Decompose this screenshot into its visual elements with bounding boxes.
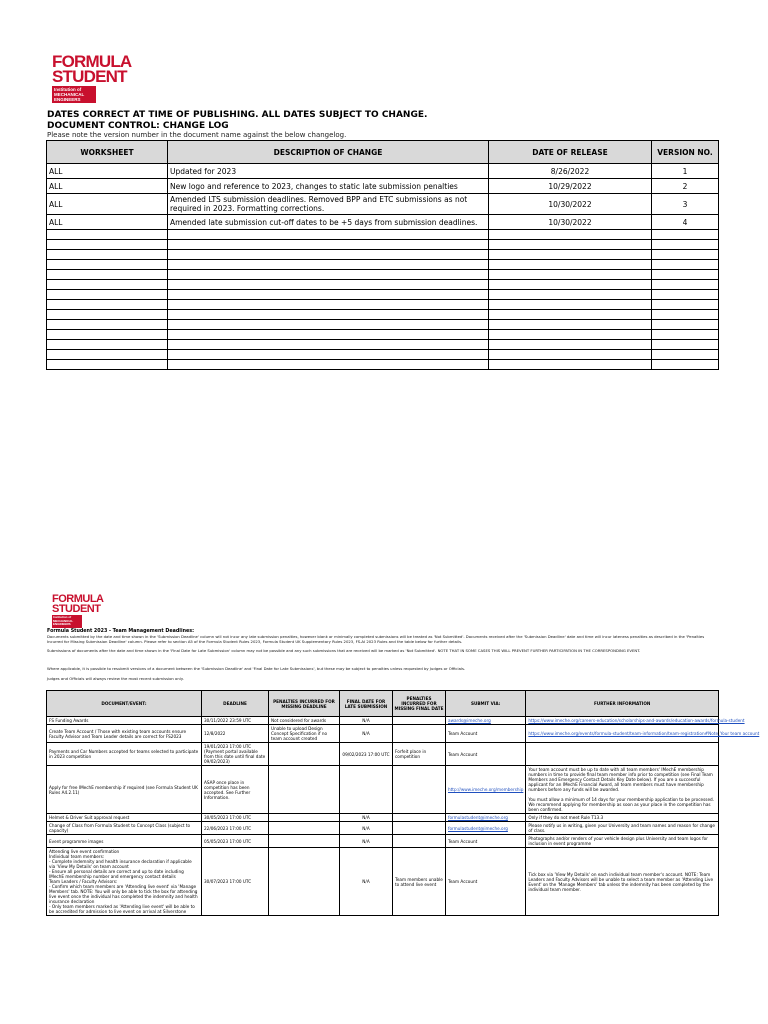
changelog-empty-row xyxy=(47,350,719,360)
date-cell: 10/29/2022 xyxy=(489,179,652,194)
changelog-empty-row xyxy=(47,300,719,310)
empty-cell xyxy=(489,290,652,300)
link[interactable]: https://www.imeche.org/careers-education/scholarships-and-awards/education-awards/formula-student xyxy=(528,718,745,723)
empty-cell xyxy=(652,300,719,310)
deadline-cell: 19/01/2023 17:00 UTC (Payment portal available from this date until final date 09/02/2023) xyxy=(202,743,269,766)
final-date-cell: N/A xyxy=(340,725,393,743)
empty-cell xyxy=(47,260,168,270)
worksheet-cell: ALL xyxy=(47,179,168,194)
changelog-empty-row xyxy=(47,330,719,340)
empty-cell xyxy=(489,230,652,240)
document-cell: Change of Class from Formula Student to Concept Class (subject to capacity) xyxy=(47,822,202,835)
empty-cell xyxy=(47,330,168,340)
empty-cell xyxy=(489,320,652,330)
document-cell: Attending live event confirmation Individual team members: - Complete indemnity and health insurance declaration if applicable via 'View My Details' on team account - Ensure all personal details are correct and up to date including IMechE membership number and emergency contact details Team Leaders / Faculty Advisors: - Confirm which team members are 'Attending live event' via 'Manage Members' tab. NOTE: You will only be able to tick the box for attending live event once the individual has completed the indemnity and health insurance declaration - Only team members marked as 'Attending live event' will be able to be accredited for admission to live event on arrival at Silverstone xyxy=(47,848,202,916)
description-cell: Amended late submission cut-off dates to be +5 days from submission deadlines. xyxy=(168,215,489,230)
version-cell: 3 xyxy=(652,194,719,215)
submit-via-cell[interactable] xyxy=(446,766,526,814)
document-cell: Payments and Car Numbers accepted for teams selected to participate in 2023 competition xyxy=(47,743,202,766)
final-penalty-cell xyxy=(393,835,446,848)
submit-via-cell[interactable] xyxy=(446,717,526,725)
empty-cell xyxy=(168,250,489,260)
deadline-row xyxy=(47,814,719,822)
paragraph-submission: Documents submitted by the date and time shown in the 'Submission Deadline' column will not incur any late submission penalties, however blank or minimally completed submissions will be treated as 'Not Submitted'. Documents received after the 'Submission Deadline' date and time will incur lateness penalties as described in the 'Penalties Incurred for Missing Submission Deadline' column. Please refer to section A5 of the Formula Student Rules 2023, Formula Student UK Supplementary Rules 2023, FS-AI 2023 Rules and the table below for further details. xyxy=(47,634,705,644)
further-info-cell: Tick box via 'View My Details' on each individual team member's account. NOTE: Team Leaders and Faculty Advisors will be unable to select a team member as 'Attending Live Event' on the 'Manage Members' tab unless the indemnity has been completed by the individual team member. xyxy=(526,848,719,916)
final-date-cell: N/A xyxy=(340,848,393,916)
deadlines-header-row xyxy=(47,691,719,717)
document-control-title: DOCUMENT CONTROL: CHANGE LOG xyxy=(47,121,229,131)
logo-line1: FORMULA xyxy=(52,52,132,71)
empty-cell xyxy=(168,310,489,320)
col-version: VERSION NO. xyxy=(652,141,719,164)
link[interactable]: formulastudent@imeche.org xyxy=(448,825,508,831)
deadline-row xyxy=(47,848,719,916)
empty-cell xyxy=(489,360,652,370)
empty-cell xyxy=(652,330,719,340)
empty-cell xyxy=(47,360,168,370)
final-penalty-cell xyxy=(393,717,446,725)
final-penalty-cell: Team members unable to attend live event xyxy=(393,848,446,916)
penalty-cell xyxy=(269,848,340,916)
further-info-cell: Your team account must be up to date with all team members' IMechE membership numbers in time to provide final team member info prior to competition (see Final Team Members and Emergency Contact Details Key Date below). If you are a successful applicant for an IMechE Financial Award, all team members must have membership numbers before any funds will be awarded. You must allow a minimum of 14 days for your membership application to be processed. We recommend applying for membership as soon as your place in the competition has been confirmed. xyxy=(526,766,719,814)
team-management-title: Formula Student 2023 - Team Management Deadlines: xyxy=(47,629,195,634)
document-cell: Create Team Account / Those with existing team accounts ensure Faculty Advisor and Team Leader details are correct for FS2023 xyxy=(47,725,202,743)
submit-via-cell[interactable] xyxy=(446,822,526,835)
changelog-row xyxy=(47,164,719,179)
deadline-cell: 30/05/2023 17:00 UTC xyxy=(202,814,269,822)
empty-cell xyxy=(168,280,489,290)
document-cell: FS Funding Awards xyxy=(47,717,202,725)
changelog-table xyxy=(46,140,719,370)
empty-cell xyxy=(652,310,719,320)
empty-cell xyxy=(168,330,489,340)
link[interactable]: http://www.imeche.org/membership xyxy=(448,787,524,792)
empty-cell xyxy=(168,290,489,300)
final-date-cell: 09/02/2023 17:00 UTC xyxy=(340,743,393,766)
changelog-row xyxy=(47,215,719,230)
worksheet-cell: ALL xyxy=(47,215,168,230)
link[interactable]: https://www.imeche.org/events/formula-student/team-information/team-registration#Note_Your team account xyxy=(528,731,760,736)
submit-via-cell: Team Account xyxy=(446,725,526,743)
changelog-empty-row xyxy=(47,340,719,350)
final-penalty-cell xyxy=(393,822,446,835)
changelog-empty-row xyxy=(47,280,719,290)
deadline-row xyxy=(47,743,719,766)
deadline-row xyxy=(47,725,719,743)
document-cell: Helmet & Driver Suit approval request xyxy=(47,814,202,822)
empty-cell xyxy=(168,340,489,350)
col-submit-via: SUBMIT VIA: xyxy=(446,691,526,717)
empty-cell xyxy=(47,300,168,310)
worksheet-cell: ALL xyxy=(47,164,168,179)
logo-sub: Institution of MECHANICAL ENGINEERS xyxy=(52,615,82,628)
empty-cell xyxy=(47,230,168,240)
empty-cell xyxy=(652,230,719,240)
col-further-info: FURTHER INFORMATION xyxy=(526,691,719,717)
deadline-row xyxy=(47,766,719,814)
penalty-cell xyxy=(269,743,340,766)
penalty-cell: Unable to upload Design Concept Specification if no team account created xyxy=(269,725,340,743)
final-date-cell: N/A xyxy=(340,717,393,725)
changelog-empty-row xyxy=(47,230,719,240)
changelog-empty-row xyxy=(47,290,719,300)
description-cell: Updated for 2023 xyxy=(168,164,489,179)
deadline-row xyxy=(47,717,719,725)
date-cell: 10/30/2022 xyxy=(489,215,652,230)
worksheet-cell: ALL xyxy=(47,194,168,215)
col-description: DESCRIPTION OF CHANGE xyxy=(168,141,489,164)
empty-cell xyxy=(168,240,489,250)
empty-cell xyxy=(489,310,652,320)
col-document: DOCUMENT/EVENT: xyxy=(47,691,202,717)
empty-cell xyxy=(168,270,489,280)
empty-cell xyxy=(652,350,719,360)
version-cell: 2 xyxy=(652,179,719,194)
deadlines-table xyxy=(46,690,760,916)
logo-sub: Institution of MECHANICAL ENGINEERS xyxy=(52,86,96,103)
penalty-cell xyxy=(269,835,340,848)
empty-cell xyxy=(652,360,719,370)
logo-line1: FORMULA xyxy=(52,593,104,605)
empty-cell xyxy=(489,300,652,310)
document-cell: Apply for free IMechE membership if required (see Formula Student UK Rules A4.2.11) xyxy=(47,766,202,814)
paragraph-resubmit: Where applicable, it is possible to resubmit versions of a document between the 'Submission Deadline' and 'Final Date for Late Submissions', but these may be subject to penalties unless requested by Judges or Officials. xyxy=(47,666,466,671)
empty-cell xyxy=(168,320,489,330)
logo-line2: STUDENT xyxy=(52,67,127,86)
submit-via-cell: Team Account xyxy=(446,743,526,766)
date-cell: 8/26/2022 xyxy=(489,164,652,179)
empty-cell xyxy=(652,340,719,350)
col-date: DATE OF RELEASE xyxy=(489,141,652,164)
further-info-cell: Photographs and/or renders of your vehicle design plus University and team logos for inclusion in event programme xyxy=(526,835,719,848)
publishing-notice: DATES CORRECT AT TIME OF PUBLISHING. ALL DATES SUBJECT TO CHANGE. xyxy=(47,110,428,120)
col-worksheet: WORKSHEET xyxy=(47,141,168,164)
changelog-empty-row xyxy=(47,310,719,320)
empty-cell xyxy=(652,290,719,300)
changelog-empty-row xyxy=(47,360,719,370)
penalty-cell xyxy=(269,822,340,835)
final-date-cell: N/A xyxy=(340,814,393,822)
further-info-cell: Only if they do not meet Rule T13.3 xyxy=(526,814,719,822)
deadline-cell: 05/05/2023 17:00 UTC xyxy=(202,835,269,848)
empty-cell xyxy=(47,350,168,360)
empty-cell xyxy=(168,360,489,370)
empty-cell xyxy=(489,260,652,270)
empty-cell xyxy=(652,280,719,290)
final-penalty-cell xyxy=(393,766,446,814)
paragraph-judges: Judges and Officials will always review the most recent submission only. xyxy=(47,676,184,681)
empty-cell xyxy=(489,350,652,360)
penalty-cell xyxy=(269,814,340,822)
document-cell: Event programme images xyxy=(47,835,202,848)
further-info-cell[interactable] xyxy=(526,725,760,743)
empty-cell xyxy=(489,270,652,280)
changelog-empty-row xyxy=(47,250,719,260)
final-penalty-cell xyxy=(393,725,446,743)
empty-cell xyxy=(47,320,168,330)
description-cell: New logo and reference to 2023, changes to static late submission penalties xyxy=(168,179,489,194)
submit-via-cell: Team Account xyxy=(446,835,526,848)
changelog-empty-row xyxy=(47,320,719,330)
col-penalties-final: PENALTIES INCURRED FOR MISSING FINAL DATE xyxy=(393,691,446,717)
changelog-empty-row xyxy=(47,240,719,250)
deadline-row xyxy=(47,822,719,835)
empty-cell xyxy=(168,350,489,360)
final-date-cell: N/A xyxy=(340,822,393,835)
deadline-cell: 22/06/2023 17:00 UTC xyxy=(202,822,269,835)
empty-cell xyxy=(168,230,489,240)
empty-cell xyxy=(168,300,489,310)
empty-cell xyxy=(47,280,168,290)
changelog-empty-row xyxy=(47,270,719,280)
changelog-header-row xyxy=(47,141,719,164)
deadline-cell: 12/8/2022 xyxy=(202,725,269,743)
deadline-cell: ASAP once place in competition has been accepted. See Further Information. xyxy=(202,766,269,814)
deadline-cell: 30/07/2023 17:00 UTC xyxy=(202,848,269,916)
submit-via-cell[interactable] xyxy=(446,814,526,822)
changelog-empty-row xyxy=(47,260,719,270)
empty-cell xyxy=(489,240,652,250)
empty-cell xyxy=(652,240,719,250)
empty-cell xyxy=(652,320,719,330)
changelog-row xyxy=(47,194,719,215)
formula-student-logo-small xyxy=(52,594,102,628)
empty-cell xyxy=(652,270,719,280)
version-cell: 4 xyxy=(652,215,719,230)
final-penalty-cell: Forfeit place in competition xyxy=(393,743,446,766)
logo-line2: STUDENT xyxy=(52,603,101,615)
empty-cell xyxy=(168,260,489,270)
empty-cell xyxy=(489,250,652,260)
further-info-cell: Please notify us in writing, given your University and team names and reason for change of class. xyxy=(526,822,719,835)
formula-student-logo xyxy=(52,52,132,104)
empty-cell xyxy=(652,250,719,260)
version-note: Please note the version number in the document name against the below changelog. xyxy=(47,131,347,139)
col-final-date: FINAL DATE FOR LATE SUBMISSION xyxy=(340,691,393,717)
empty-cell xyxy=(47,250,168,260)
empty-cell xyxy=(47,240,168,250)
empty-cell xyxy=(489,330,652,340)
empty-cell xyxy=(47,290,168,300)
final-date-cell xyxy=(340,766,393,814)
version-cell: 1 xyxy=(652,164,719,179)
empty-cell xyxy=(47,340,168,350)
empty-cell xyxy=(47,310,168,320)
penalty-cell: Not considered for awards xyxy=(269,717,340,725)
final-date-cell: N/A xyxy=(340,835,393,848)
link[interactable]: formulastudent@imeche.org xyxy=(448,815,508,820)
empty-cell xyxy=(47,270,168,280)
description-cell: Amended LTS submission deadlines. Removed BPP and ETC submissions as not required in 2023. Formatting corrections. xyxy=(168,194,489,215)
col-deadline: DEADLINE xyxy=(202,691,269,717)
date-cell: 10/30/2022 xyxy=(489,194,652,215)
deadline-cell: 30/11/2022 23:59 UTC xyxy=(202,717,269,725)
link[interactable]: awards@imeche.org xyxy=(448,718,491,723)
empty-cell xyxy=(652,260,719,270)
paragraph-late: Submissions of documents after the date and time shown in the 'Final Date for Late Submission' column may not be possible and any such submissions that are received will be marked as 'Not Submitted'. NOTE THAT IN SOME CASES THIS WILL PREVENT FURTHER PARTICIPATION IN THE CORRESPONDING EVENT. xyxy=(47,648,641,653)
empty-cell xyxy=(489,280,652,290)
col-penalties: PENALTIES INCURRED FOR MISSING DEADLINE xyxy=(269,691,340,717)
empty-cell xyxy=(489,340,652,350)
deadline-row xyxy=(47,835,719,848)
further-info-cell xyxy=(526,743,719,766)
submit-via-cell: Team Account xyxy=(446,848,526,916)
final-penalty-cell xyxy=(393,814,446,822)
further-info-cell[interactable] xyxy=(526,717,745,725)
changelog-row xyxy=(47,179,719,194)
penalty-cell xyxy=(269,766,340,814)
